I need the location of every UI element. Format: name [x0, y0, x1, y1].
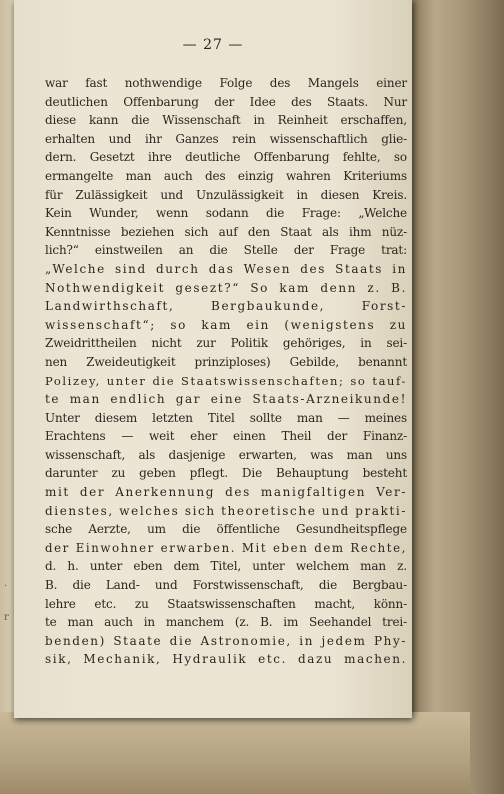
text-line: diese kann die Wissenschaft in Reinheit erschaffen,	[45, 113, 407, 128]
body-text	[45, 74, 407, 669]
text-line: ermangelte man auch des einzig wahren Kriteriums	[45, 168, 407, 183]
text-line: sche Aerzte, um die öffentliche Gesundheitspflege	[45, 522, 407, 537]
text-line: mit der Anerkennung des manigfaltigen Ver-	[45, 485, 407, 500]
underlying-page	[0, 712, 470, 794]
text-line: „Welche sind durch das Wesen des Staats in	[45, 261, 407, 276]
text-line: Nothwendigkeit gesezt?“ So kam denn z. B.	[45, 280, 407, 295]
text-line: für Zulässigkeit und Unzulässigkeit in diesen Kreis.	[45, 187, 407, 202]
text-line: Kein Wunder, wenn sodann die Frage: „Welche	[45, 206, 407, 221]
text-line: lich?“ einstweilen an die Stelle der Frage trat:	[45, 243, 407, 258]
text-line: nen Zweideutigkeit prinziploses) Gebilde, benannt	[45, 354, 407, 369]
text-line: te man endlich gar eine Staats-Arzneikunde!	[45, 392, 407, 407]
text-line: Landwirthschaft, Bergbaukunde, Forst-	[45, 299, 407, 314]
margin-mark: r	[4, 612, 9, 623]
text-line: lehre etc. zu Staatswissenschaften macht, könn-	[45, 596, 407, 611]
text-line: benden) Staate die Astronomie, in jedem Phy-	[45, 633, 407, 648]
text-line: B. die Land- und Forstwissenschaft, die Bergbau-	[45, 578, 407, 593]
text-line: sik, Mechanik, Hydraulik etc. dazu machen.	[45, 652, 407, 667]
text-line: deutlichen Offenbarung der Idee des Staats. Nur	[45, 94, 407, 109]
text-line: Unter diesem letzten Titel sollte man — meines	[45, 410, 407, 425]
text-line: d. h. unter eben dem Titel, unter welchem man z.	[45, 559, 407, 574]
book-cover-edge	[412, 0, 504, 794]
text-line: wissenschaft, als dasjenige erwarten, was man uns	[45, 447, 407, 462]
page-number: — 27 —	[182, 37, 244, 53]
margin-mark: .	[4, 578, 8, 589]
text-line: dienstes, welches sich theoretische und prakti-	[45, 503, 407, 518]
text-line: war fast nothwendige Folge des Mangels einer	[45, 76, 407, 90]
text-line: erhalten und ihr Ganzes rein wissenschaftlich glie-	[45, 131, 407, 146]
book-page	[14, 0, 412, 718]
text-line: der Einwohner erwarben. Mit eben dem Rechte,	[45, 540, 407, 555]
text-line: Kenntnisse beziehen sich auf den Staat als ihm nüz-	[45, 224, 407, 239]
text-line: Erachtens — weit eher einen Theil der Finanz-	[45, 429, 407, 444]
text-line: darunter zu geben pflegt. Die Behauptung besteht	[45, 466, 407, 481]
text-line: Zweidrittheilen nicht zur Politik gehöriges, in sei-	[45, 336, 407, 351]
text-line: dern. Gesetzt ihre deutliche Offenbarung fehlte, so	[45, 150, 407, 165]
text-line: te man auch in manchem (z. B. im Seehandel trei-	[45, 615, 407, 630]
text-line: Polizey, unter die Staatswissenschaften; so tauf-	[45, 373, 407, 388]
text-line: wissenschaft“; so kam ein (wenigstens zu	[45, 317, 407, 332]
